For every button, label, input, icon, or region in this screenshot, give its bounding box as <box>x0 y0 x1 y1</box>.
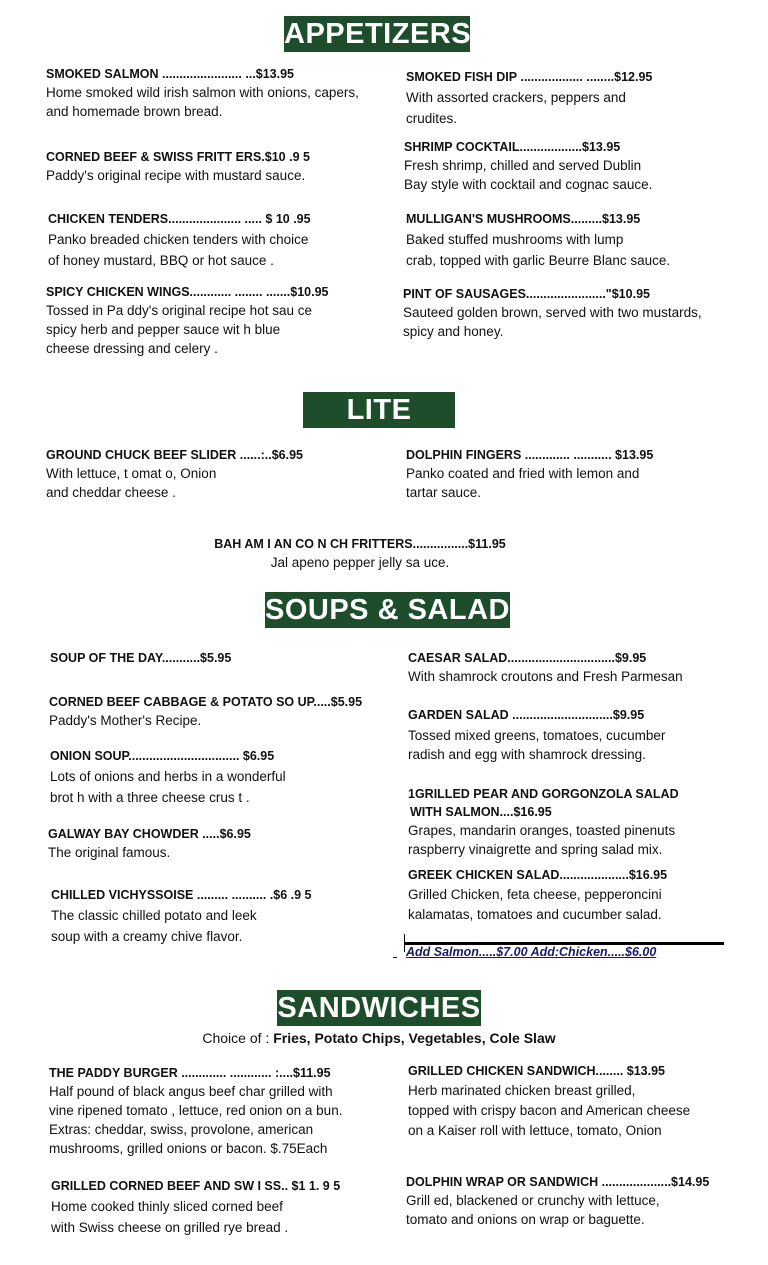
item-desc-line: With lettuce, t omat o, Onion <box>46 466 217 481</box>
section-header-lite-bites: LITE BITES <box>303 392 455 428</box>
menu-item <box>406 446 653 502</box>
menu-item <box>406 210 670 270</box>
item-desc-line: Grill ed, blackened or crunchy with lettuce, <box>406 1193 660 1208</box>
sides-choice <box>0 1030 768 1046</box>
item-desc-line: Bay style with cocktail and cognac sauce. <box>404 177 653 192</box>
item-desc-line: brot h with a three cheese crus t . <box>50 790 250 805</box>
item-name: GROUND CHUCK BEEF SLIDER ......:..$6.95 <box>46 448 303 462</box>
item-desc-line: With shamrock croutons and Fresh Parmesan <box>408 669 683 684</box>
item-desc-line: With assorted crackers, peppers and <box>406 90 626 105</box>
menu-item <box>48 825 251 862</box>
section-header-soups-salad: SOUPS & SALAD <box>265 594 510 626</box>
item-name: BAH AM I AN CO N CH FRITTERS................$11.95 <box>214 537 506 551</box>
divider <box>404 934 405 952</box>
item-name: WITH SALMON....$16.95 <box>410 805 552 819</box>
item-name: MULLIGAN'S MUSHROOMS.........$13.95 <box>406 212 641 226</box>
item-desc-line: Half pound of black angus beef char grilled with <box>49 1084 333 1099</box>
item-desc-line: crab, topped with garlic Beurre Blanc sauce. <box>406 253 671 268</box>
item-desc-line: Jal apeno pepper jelly sa uce. <box>270 555 450 570</box>
item-name: DOLPHIN FINGERS ............. ........... $13.95 <box>406 448 654 462</box>
menu-item <box>408 649 683 686</box>
item-name: CORNED BEEF & SWISS FRITT ERS.$10 .9 5 <box>46 150 310 164</box>
item-desc-line: Tossed in Pa ddy's original recipe hot sau ce <box>46 303 312 318</box>
item-name: SOUP OF THE DAY...........$5.95 <box>50 651 232 665</box>
menu-item <box>48 210 311 270</box>
section-header-sandwiches: SANDWICHES <box>277 992 481 1024</box>
item-name: CHICKEN TENDERS..................... ..... $ 10 .95 <box>48 212 311 226</box>
menu-item <box>406 68 652 128</box>
menu-item <box>46 283 328 358</box>
menu-item <box>46 446 303 502</box>
menu-item <box>50 649 231 667</box>
menu-item <box>200 535 520 572</box>
item-desc-line: topped with crispy bacon and American cheese <box>408 1103 691 1118</box>
item-name: CORNED BEEF CABBAGE & POTATO SO UP.....$5.95 <box>49 695 363 709</box>
item-desc-line: crudites. <box>406 111 458 126</box>
item-desc-line: on a Kaiser roll with lettuce, tomato, Onion <box>408 1123 662 1138</box>
item-desc-line: cheese dressing and celery . <box>46 341 218 356</box>
add-protein-note: Add Salmon.....$7.00 Add:Chicken.....$6.00 <box>406 945 657 959</box>
item-desc-line: Home cooked thinly sliced corned beef <box>51 1199 283 1214</box>
item-desc-line: mushrooms, grilled onions or bacon. $.75Each <box>49 1141 328 1156</box>
menu-item <box>49 1064 342 1158</box>
item-desc-line: Home smoked wild irish salmon with onions, capers, <box>46 85 359 100</box>
menu-item <box>50 747 286 807</box>
menu-item <box>408 866 667 924</box>
item-desc-line: tartar sauce. <box>406 485 482 500</box>
item-desc-line: spicy and honey. <box>403 324 504 339</box>
item-desc-line: with Swiss cheese on grilled rye bread . <box>51 1220 289 1235</box>
menu-item <box>51 1177 340 1237</box>
item-name: THE PADDY BURGER ............. ............ :....$11.95 <box>49 1066 331 1080</box>
item-desc-line: Panko breaded chicken tenders with choice <box>48 232 309 247</box>
item-desc-line: and cheddar cheese . <box>46 485 176 500</box>
item-name: GRILLED CORNED BEEF AND SW I SS.. $1 1. 9 5 <box>51 1179 341 1193</box>
section-header-appetizers: APPETIZERS <box>284 18 472 50</box>
menu-item <box>49 693 362 730</box>
item-desc-line: Panko coated and fried with lemon and <box>406 466 640 481</box>
item-desc-line: Paddy's original recipe with mustard sauce. <box>46 168 306 183</box>
item-desc-line: The original famous. <box>48 845 171 860</box>
item-name: GALWAY BAY CHOWDER .....$6.95 <box>48 827 251 841</box>
item-name: GRILLED CHICKEN SANDWICH........ $13.95 <box>408 1064 665 1078</box>
item-desc-line: Sauteed golden brown, served with two mustards, <box>403 305 702 320</box>
item-desc-line: tomato and onions on wrap or baguette. <box>406 1212 645 1227</box>
item-name: SMOKED FISH DIP .................. ........$12.95 <box>406 70 653 84</box>
item-desc-line: radish and egg with shamrock dressing. <box>408 747 646 762</box>
item-desc-line: kalamatas, tomatoes and cucumber salad. <box>408 907 662 922</box>
item-name: CHILLED VICHYSSOISE ......... .......... .$6 .9 5 <box>51 888 312 902</box>
item-name: SHRIMP COCKTAIL..................$13.95 <box>404 140 621 154</box>
item-name: 1GRILLED PEAR AND GORGONZOLA SALAD <box>408 787 679 801</box>
menu-item <box>46 65 359 121</box>
item-name: PINT OF SAUSAGES......................."$10.95 <box>403 287 650 301</box>
item-name: SMOKED SALMON ....................... ...$13.95 <box>46 67 294 81</box>
item-name: GREEK CHICKEN SALAD....................$16.95 <box>408 868 668 882</box>
item-desc-line: Grapes, mandarin oranges, toasted pinenuts <box>408 823 676 838</box>
menu-item <box>408 706 665 764</box>
menu-item <box>404 138 652 194</box>
item-desc-line: vine ripened tomato , lettuce, red onion on a bun. <box>49 1103 343 1118</box>
item-name: GARDEN SALAD .............................$9.95 <box>408 708 645 722</box>
item-name: ONION SOUP................................ $6.95 <box>50 749 275 763</box>
menu-item <box>51 886 312 946</box>
item-name: DOLPHIN WRAP OR SANDWICH ....................$14.95 <box>406 1175 710 1189</box>
item-desc-line: Lots of onions and herbs in a wonderful <box>50 769 286 784</box>
item-desc-line: Tossed mixed greens, tomatoes, cucumber <box>408 728 666 743</box>
item-name: CAESAR SALAD...............................$9.95 <box>408 651 647 665</box>
item-desc-line: spicy herb and pepper sauce wit h blue <box>46 322 281 337</box>
item-desc-line: of honey mustard, BBQ or hot sauce . <box>48 253 274 268</box>
item-desc-line: The classic chilled potato and leek <box>51 908 257 923</box>
item-desc-line: Grilled Chicken, feta cheese, pepperoncini <box>408 887 662 902</box>
menu-item <box>46 148 310 185</box>
item-desc-line: Herb marinated chicken breast grilled, <box>408 1083 636 1098</box>
item-desc-line: Fresh shrimp, chilled and served Dublin <box>404 158 642 173</box>
sides-choice-label: Choice of : <box>202 1030 270 1046</box>
item-desc-line: Extras: cheddar, swiss, provolone, american <box>49 1122 314 1137</box>
menu-item <box>406 1173 709 1229</box>
menu-item <box>408 785 679 859</box>
item-desc-line: Baked stuffed mushrooms with lump <box>406 232 624 247</box>
item-desc-line: Paddy's Mother's Recipe. <box>49 713 202 728</box>
item-desc-line: soup with a creamy chive flavor. <box>51 929 243 944</box>
sides-choice-options: Fries, Potato Chips, Vegetables, Cole Slaw <box>273 1030 556 1046</box>
divider <box>393 957 397 958</box>
item-name: SPICY CHICKEN WINGS............ ........ .......$10.95 <box>46 285 329 299</box>
menu-item <box>403 285 702 341</box>
item-desc-line: and homemade brown bread. <box>46 104 223 119</box>
menu-item <box>408 1062 690 1140</box>
item-desc-line: raspberry vinaigrette and spring salad mix. <box>408 842 663 857</box>
